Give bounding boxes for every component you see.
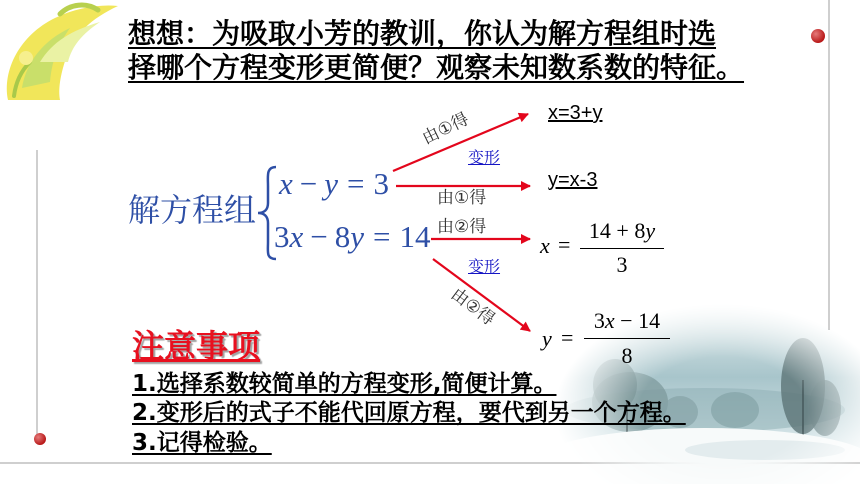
source-label: 由②得 [437,217,487,237]
transform-link[interactable]: 变形 [468,257,501,276]
variable-x: x [289,219,304,254]
equals-sign: = [347,166,365,201]
constant: 3 [373,166,389,201]
minus-sign: − [299,166,318,201]
numerator-term: 3 [593,308,605,333]
fraction-bar [580,248,664,249]
result-y-fraction [538,305,672,371]
variable-x: x [540,233,550,258]
result-x-equals-3-plus-y: x=3+y [548,102,603,124]
variable-y: y [542,326,552,351]
numerator [580,218,664,244]
variable-y: y [645,218,656,243]
denominator: 8 [621,343,633,368]
transform-link[interactable]: 变形 [468,148,501,167]
variable-y: y [324,166,339,201]
equals-sign: = [558,232,571,257]
equals-sign: = [561,325,574,350]
constant: 14 [399,219,431,254]
equals-sign: = [373,219,391,254]
coefficient: 3 [274,219,290,254]
note-item: 2.变形后的式子不能代回原方程，要代到另一个方程。 [132,400,686,426]
numerator-term: 14 + 8 [588,218,646,243]
minus-sign: − [310,219,328,254]
prompt-line: 择哪个方程变形更简便？观察未知数系数的特征。 [128,51,745,84]
variable-y: y [350,219,365,254]
numerator-term: − 14 [614,308,661,333]
numerator [584,308,670,334]
variable-x: x [604,308,615,333]
fraction-bar [584,338,670,339]
note-item: 3.记得检验。 [132,430,272,456]
prompt-line: 想想：为吸取小芳的教训，你认为解方程组时选 [128,17,717,50]
result-x-fraction [538,216,672,282]
source-label: 由②得 [446,284,499,330]
source-label: 由①得 [437,188,487,208]
coefficient: 8 [334,219,351,254]
result-y-equals-x-minus-3: y=x-3 [548,169,598,191]
variable-x: x [279,166,293,201]
notes-title: 注意事项 [132,328,261,364]
note-item: 1.选择系数较简单的方程变形,简便计算。 [132,371,557,397]
source-label: 由①得 [419,109,473,149]
system-label: 解方程组 [128,192,257,228]
denominator: 3 [616,252,628,277]
